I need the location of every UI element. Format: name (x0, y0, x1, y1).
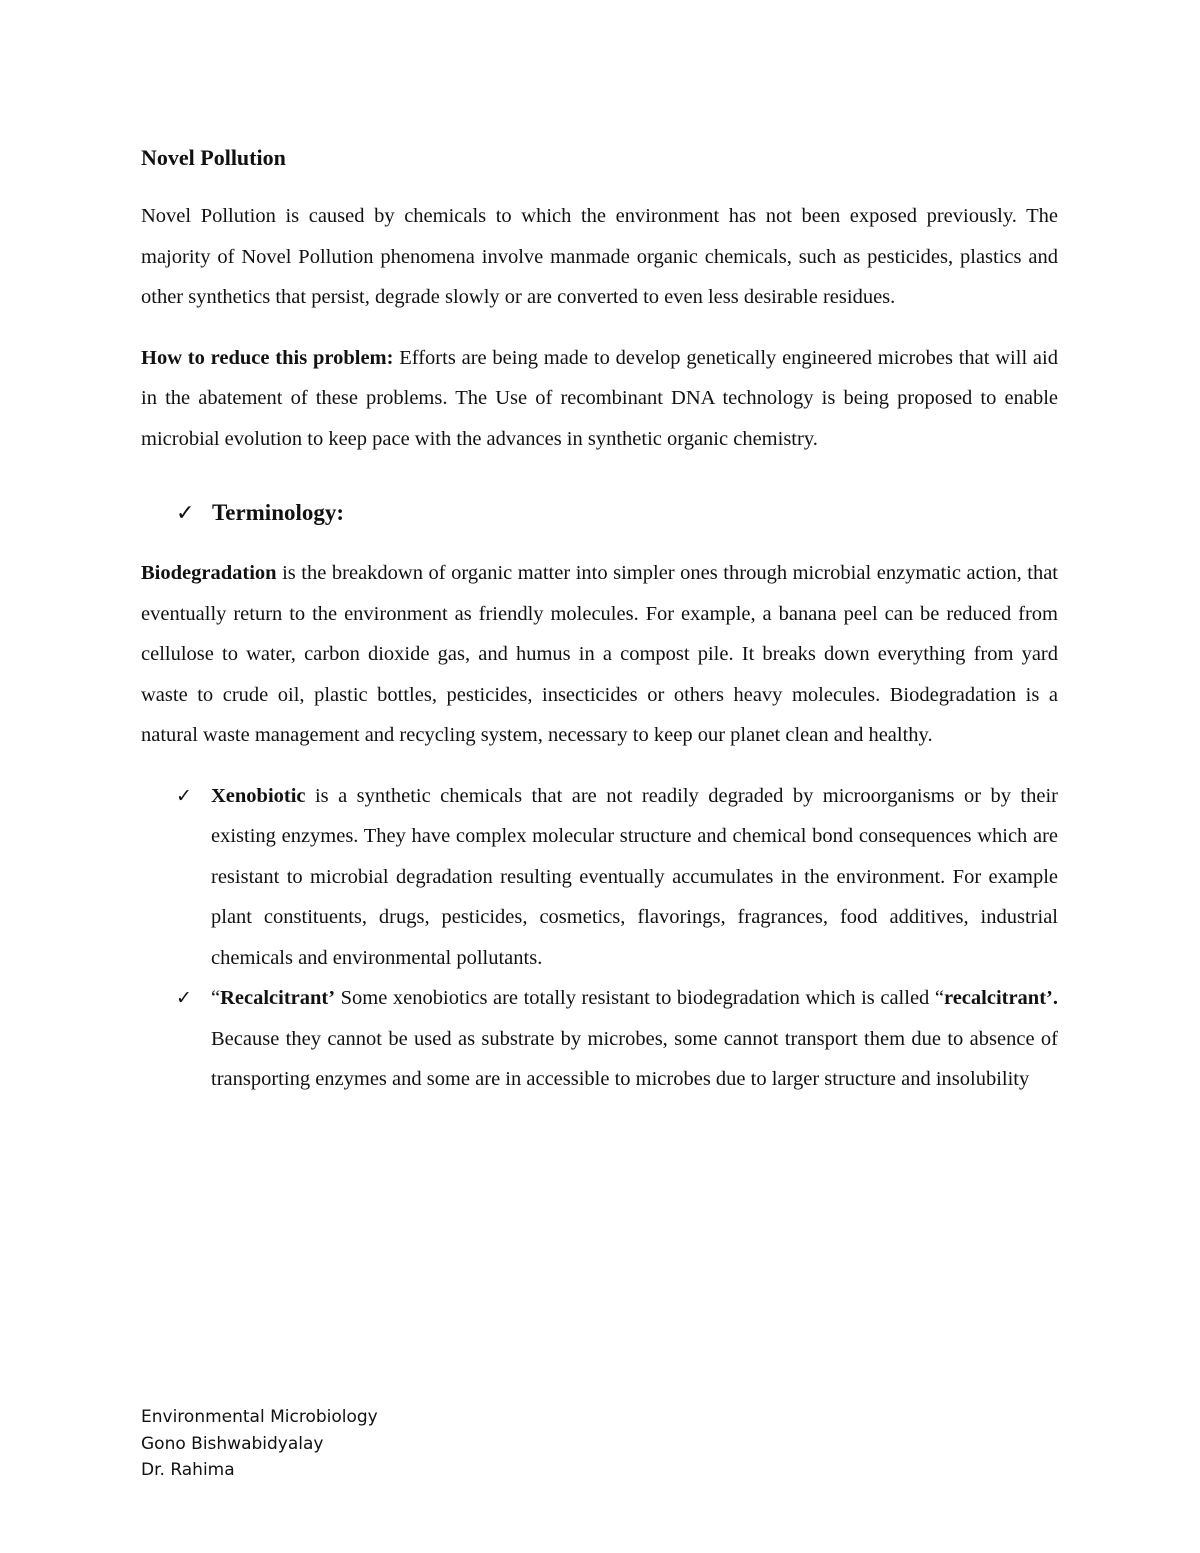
definition-list (141, 776, 1058, 1100)
terminology-heading (176, 493, 1058, 533)
checkmark-icon: ✓ (176, 987, 192, 1009)
definition-item-xenobiotic (141, 776, 1058, 979)
checkmark-icon: ✓ (176, 500, 195, 526)
biodegradation-term: Biodegradation (141, 562, 277, 584)
definition-text: Some xenobiotics are totally resistant to biodegradation which is called “ (335, 987, 944, 1009)
footer-author: Dr. Rahima (141, 1460, 235, 1480)
definition-term: Xenobiotic (211, 784, 306, 807)
biodegradation-paragraph (141, 553, 1058, 756)
footer-institution: Gono Bishwabidyalay (141, 1433, 324, 1454)
document-body (141, 138, 1058, 1100)
reduce-text: Efforts are being made to develop genetically engineered microbes that will aid in the abatement of these problems. The Use of recombinant DNA technology is being proposed to enable microbial evolution to keep pace with the advances in synthetic organic chemistry. (141, 346, 1058, 450)
definition-prefix: “ (211, 987, 221, 1009)
definition-term-inline: recalcitrant’. (943, 987, 1058, 1009)
checkmark-icon: ✓ (176, 784, 192, 807)
definition-item-recalcitrant (141, 978, 1058, 1100)
reduce-label: How to reduce this problem: (141, 346, 394, 369)
reduce-paragraph (141, 338, 1058, 460)
definition-term: Recalcitrant’ (220, 987, 336, 1009)
page-footer (141, 1404, 378, 1484)
page-title: Novel Pollution (141, 145, 286, 170)
definition-text-continued: Because they cannot be used as substrate by microbes, some cannot transport them due to absence of transporting enzymes and some are in accessible to microbes due to larger structure and insolubility (211, 1027, 1058, 1090)
footer-course: Environmental Microbiology (141, 1407, 378, 1427)
terminology-label: Terminology: (212, 500, 345, 525)
biodegradation-text: is the breakdown of organic matter into simpler ones through microbial enzymatic action, that eventually return to the environment as friendly molecules. For example, a banana peel can be reduced from cellulose to water, carbon dioxide gas, and humus in a compost pile. It breaks down everything from yard waste to crude oil, plastic bottles, pesticides, insecticides or others heavy molecules. Biodegradation is a natural waste management and recycling system, necessary to keep our planet clean and healthy. (141, 562, 1058, 746)
intro-paragraph: Novel Pollution is caused by chemicals to which the environment has not been exposed previously. The majority of Novel Pollution phenomena involve manmade organic chemicals, such as pesticides, plastics and other synthetics that persist, degrade slowly or are converted to even less desirable residues. (141, 205, 1058, 308)
definition-text: is a synthetic chemicals that are not readily degraded by microorganisms or by their existing enzymes. They have complex molecular structure and chemical bond consequences which are resistant to microbial degradation resulting eventually accumulates in the environment. For example plant constituents, drugs, pesticides, cosmetics, flavorings, fragrances, food additives, industrial chemicals and environmental pollutants. (211, 784, 1058, 969)
